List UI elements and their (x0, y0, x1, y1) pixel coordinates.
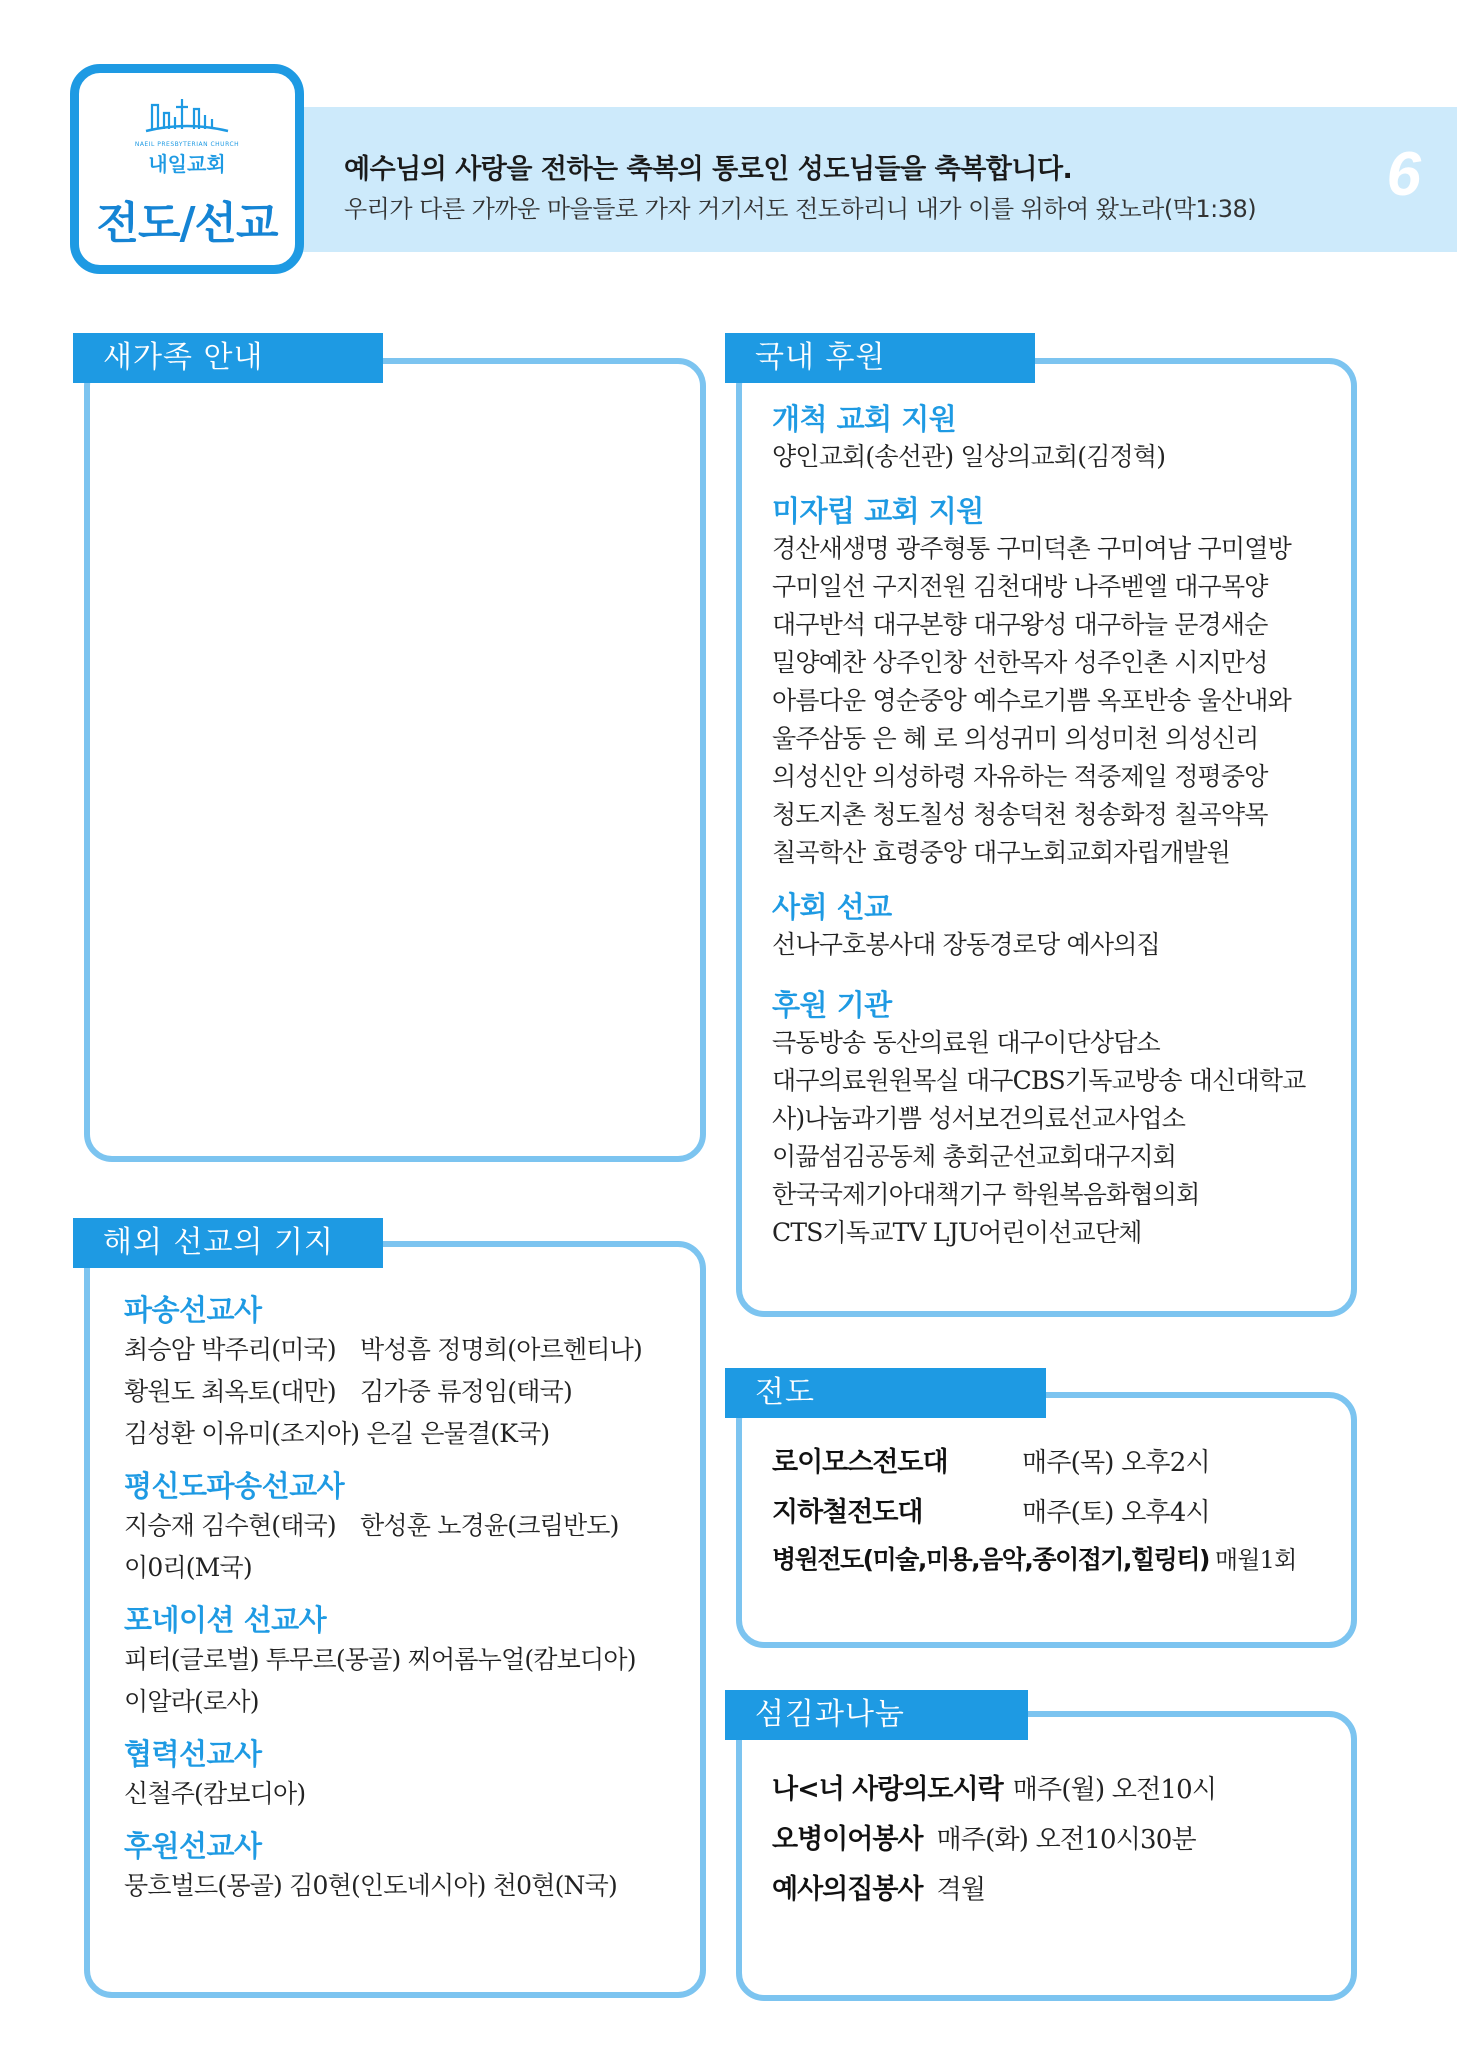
group-line: 한국국제기아대책기구 학원복음화협의회 (772, 1180, 1200, 1209)
group-heading: 포네이션 선교사 (124, 1603, 327, 1637)
evangelism-tab: 전도 (725, 1368, 1046, 1418)
group-line: 청도지촌 청도칠성 청송덕천 청송화정 칠곡약목 (772, 800, 1268, 829)
group-line: 의성신안 의성하령 자유하는 적중제일 정평중앙 (772, 762, 1268, 791)
group-heading: 사회 선교 (772, 890, 892, 924)
serving-tab: 섬김과나눔 (725, 1690, 1028, 1740)
group-heading: 파송선교사 (124, 1293, 262, 1327)
group-line: 구미일선 구지전원 김천대방 나주벧엘 대구목양 (772, 572, 1268, 601)
group-line: 뭉흐벌드(몽골) 김0현(인도네시아) 천0현(N국) (124, 1871, 617, 1900)
group-line: 피터(글로벌) 투무르(몽골) 찌어롬누얼(캄보디아) (124, 1645, 636, 1674)
group-line: 이0리(M국) (124, 1553, 252, 1582)
overseas-group (124, 1735, 642, 1815)
section-title: 전도/선교 (96, 198, 278, 249)
overseas-group (124, 1291, 642, 1455)
schedule-row (772, 1867, 1216, 1917)
schedule-time: 매주(토) 오후4시 (1022, 1498, 1210, 1528)
schedule-label: 예사의집봉사 (772, 1874, 923, 1905)
group-line: 칠곡학산 효령중앙 대구노회교회자립개발원 (772, 838, 1230, 867)
section-badge (70, 64, 304, 274)
schedule-label: 병원전도(미술,미용,음악,종이접기,힐링티) (772, 1545, 1209, 1574)
schedule-label: 지하철전도대 (772, 1497, 923, 1528)
schedule-row (772, 1817, 1216, 1867)
overseas-group (124, 1467, 642, 1589)
schedule-time: 매주(월) 오전10시 (1012, 1775, 1217, 1805)
group-line: 아름다운 영순중앙 예수로기쁨 옥포반송 울산내와 (772, 686, 1291, 715)
group-line: CTS기독교TV LJU어린이선교단체 (772, 1218, 1142, 1247)
group-line: 최승암 박주리(미국) 박성흠 정명희(아르헨티나) (124, 1335, 642, 1364)
domestic-panel (736, 358, 1357, 1317)
serving-panel (736, 1711, 1357, 2001)
schedule-time: 격월 (936, 1875, 986, 1905)
group-line: 김성환 이유미(조지아) 은길 은물결(K국) (124, 1419, 550, 1448)
group-line: 울주삼동 은 혜 로 의성귀미 의성미천 의성신리 (772, 724, 1259, 753)
header-scripture-text: 우리가 다른 가까운 마을들로 가자 거기서도 전도하리니 내가 이를 위하여 왔노라(막1:38) (344, 195, 1257, 223)
group-heading: 개척 교회 지원 (772, 402, 957, 436)
page-number: 6 (1386, 140, 1421, 209)
schedule-time: 매주(목) 오후2시 (1022, 1448, 1210, 1478)
group-line: 대구의료원원목실 대구CBS기독교방송 대신대학교 (772, 1066, 1306, 1095)
group-line: 신철주(캄보디아) (124, 1779, 306, 1808)
group-line: 황원도 최옥토(대만) 김가중 류정임(태국) (124, 1377, 572, 1406)
group-line: 이끎섬김공동체 총회군선교회대구지회 (772, 1142, 1177, 1171)
overseas-group (124, 1827, 642, 1907)
group-line: 이알라(로사) (124, 1687, 259, 1716)
group-heading: 협력선교사 (124, 1737, 262, 1771)
logo-name: 내일교회 (148, 152, 226, 176)
group-line: 사)나눔과기쁨 성서보건의료선교사업소 (772, 1104, 1186, 1133)
schedule-label: 나<너 사랑의도시락 (772, 1774, 1003, 1805)
schedule-label: 오병이어봉사 (772, 1824, 923, 1855)
domestic-group (772, 986, 1306, 1252)
new-family-panel (84, 358, 706, 1162)
group-line: 대구반석 대구본향 대구왕성 대구하늘 문경새순 (772, 610, 1268, 639)
header-blessing-text: 예수님의 사랑을 전하는 축복의 통로인 성도님들을 축복합니다. (344, 154, 1073, 185)
logo-subtitle: NAEIL PRESBYTERIAN CHURCH (134, 141, 240, 148)
group-heading: 후원 기관 (772, 988, 892, 1022)
overseas-panel (84, 1241, 706, 1998)
schedule-row (772, 1767, 1216, 1817)
evangelism-panel (736, 1392, 1357, 1648)
group-heading: 평신도파송선교사 (124, 1469, 345, 1503)
overseas-group (124, 1601, 642, 1723)
schedule-row (772, 1490, 1297, 1540)
group-line: 밀양예찬 상주인창 선한목자 성주인촌 시지만성 (772, 648, 1268, 677)
group-heading: 후원선교사 (124, 1829, 262, 1863)
domestic-tab: 국내 후원 (725, 333, 1035, 383)
domestic-group (772, 492, 1306, 872)
group-heading: 미자립 교회 지원 (772, 494, 984, 528)
church-logo-icon (142, 95, 232, 139)
schedule-time: 매월1회 (1214, 1546, 1297, 1574)
overseas-tab: 해외 선교의 기지 (73, 1218, 383, 1268)
group-line: 극동방송 동산의료원 대구이단상담소 (772, 1028, 1160, 1057)
new-family-tab: 새가족 안내 (73, 333, 383, 383)
schedule-row (772, 1540, 1297, 1590)
schedule-time: 매주(화) 오전10시30분 (936, 1825, 1196, 1855)
schedule-label: 로이모스전도대 (772, 1447, 948, 1478)
header-band (290, 107, 1457, 252)
group-line: 지승재 김수현(태국) 한성훈 노경윤(크림반도) (124, 1511, 619, 1540)
domestic-group (772, 888, 1306, 964)
domestic-group (772, 400, 1306, 476)
group-line: 선나구호봉사대 장동경로당 예사의집 (772, 930, 1160, 959)
group-line: 경산새생명 광주형통 구미덕촌 구미여남 구미열방 (772, 534, 1291, 563)
schedule-row (772, 1440, 1297, 1490)
group-line: 양인교회(송선관) 일상의교회(김정혁) (772, 442, 1166, 471)
